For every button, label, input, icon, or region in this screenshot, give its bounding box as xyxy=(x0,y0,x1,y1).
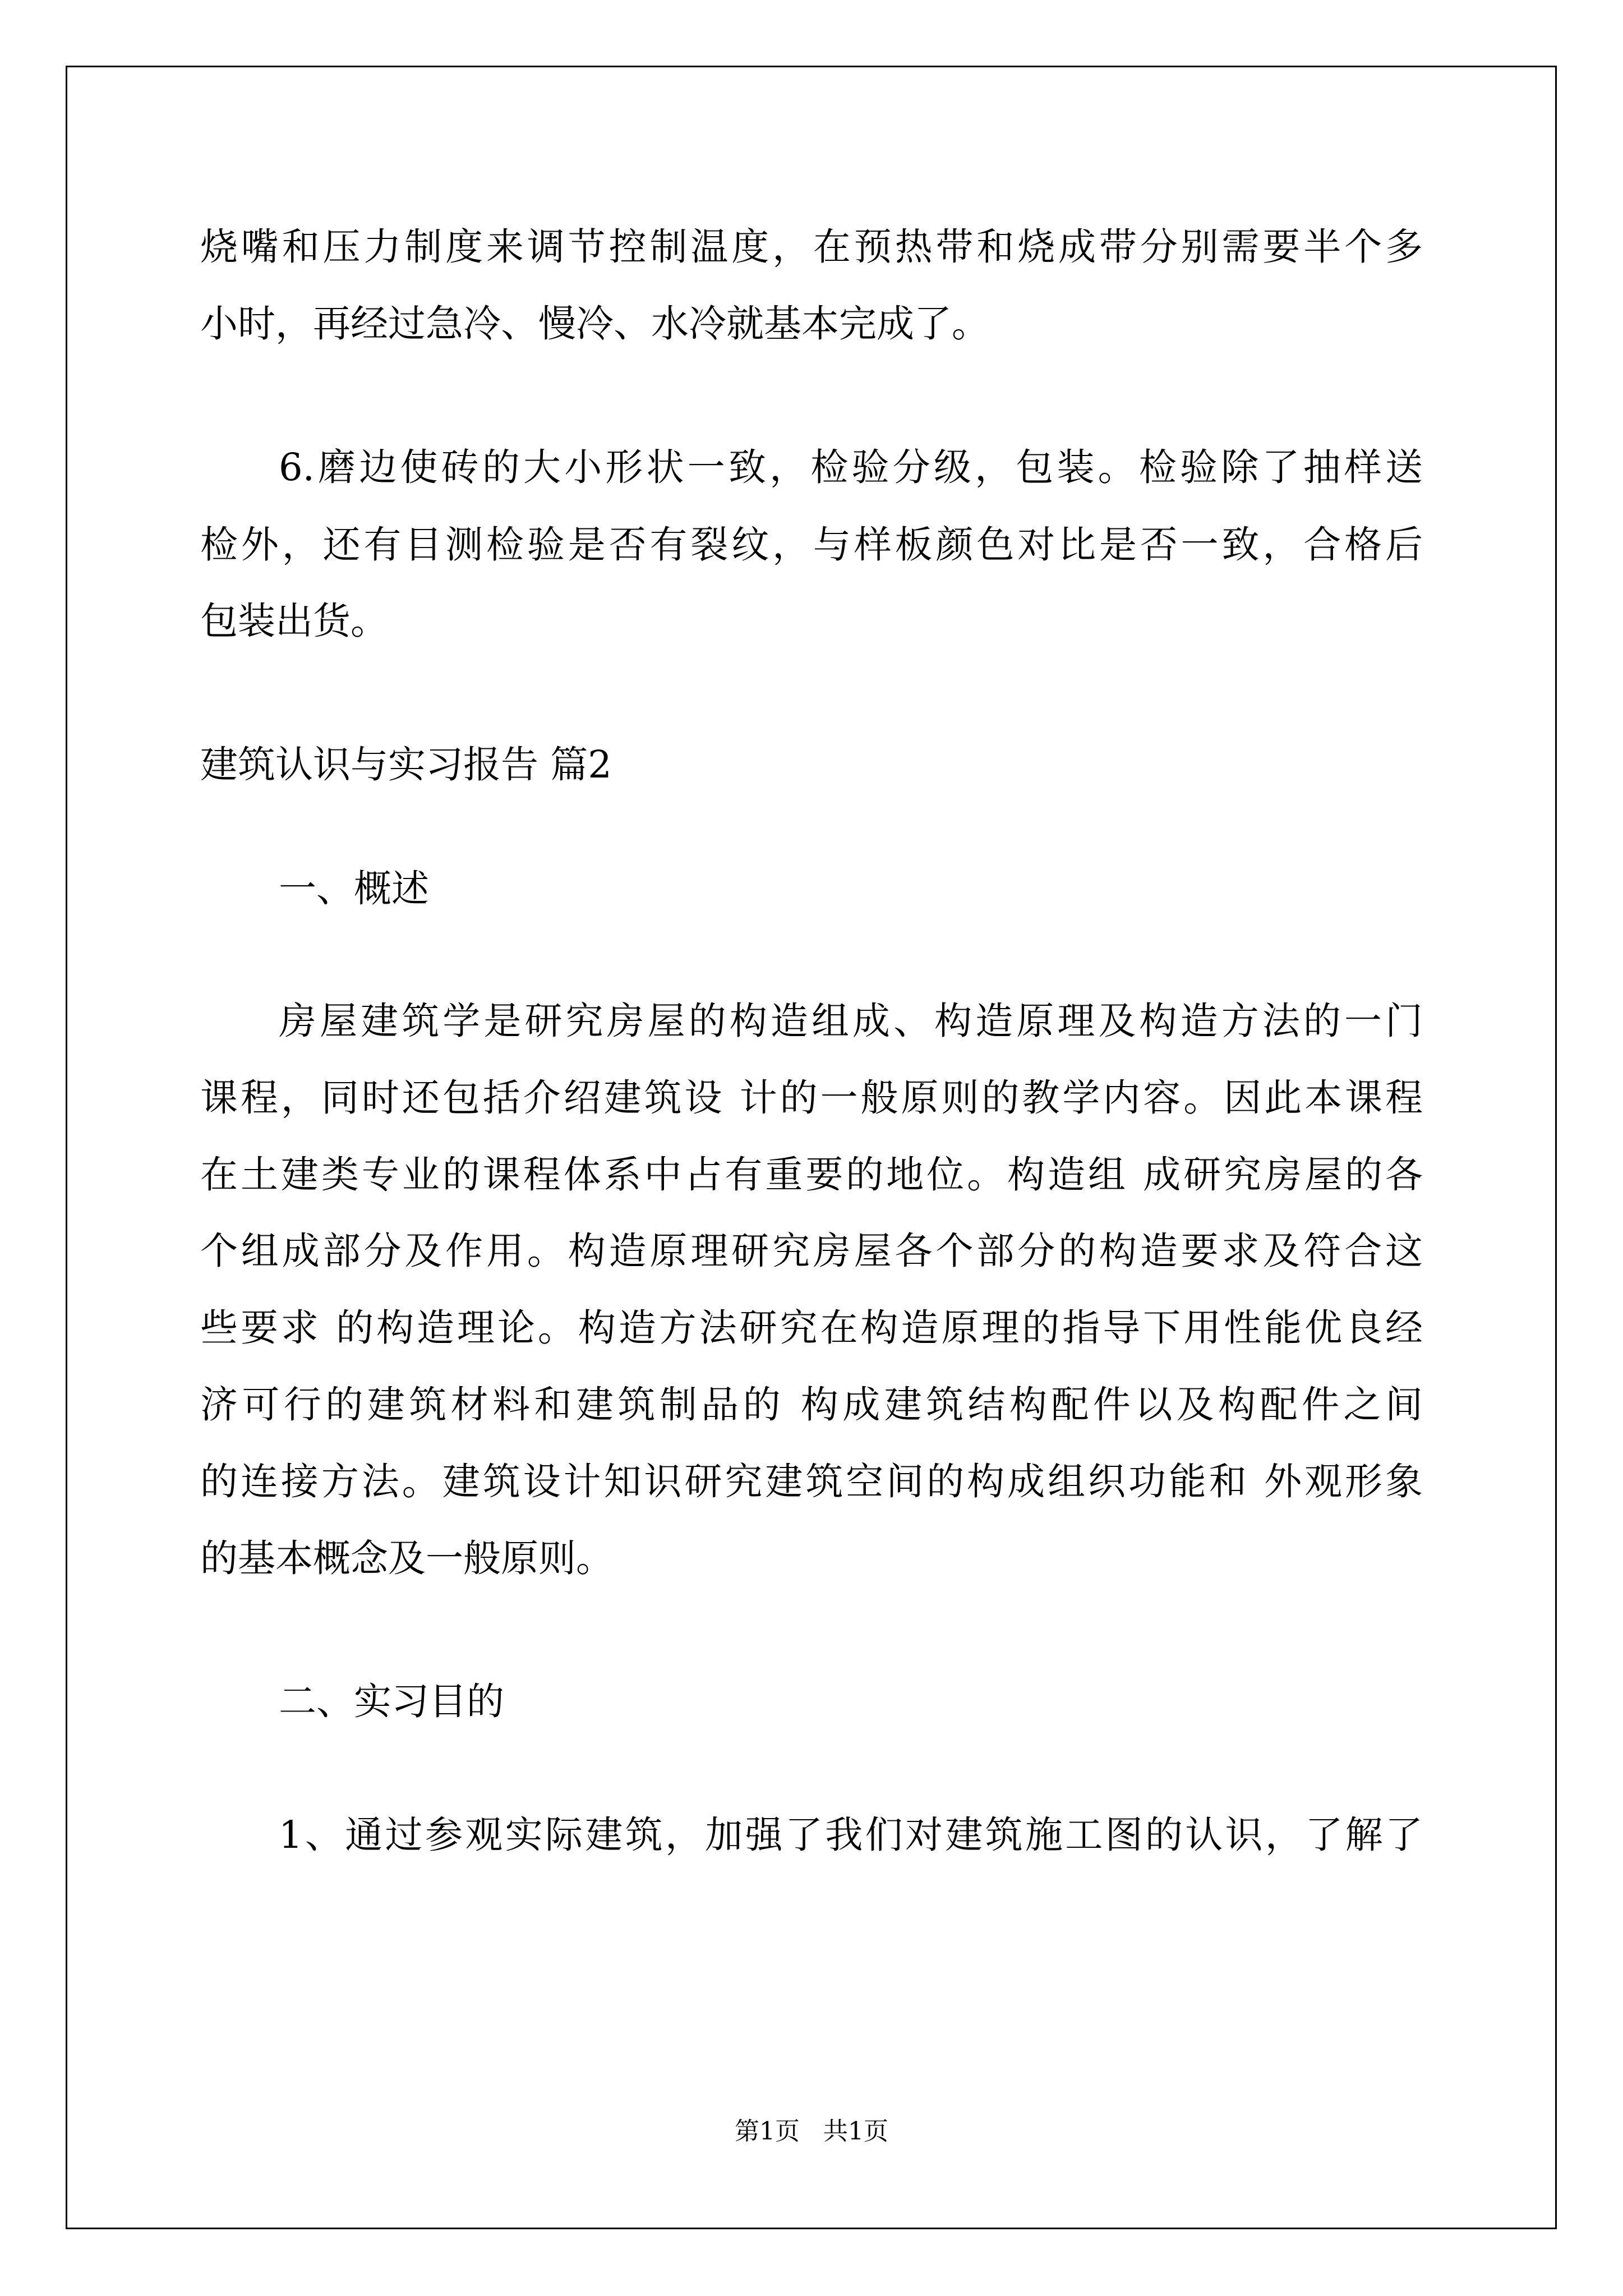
paragraph-line: 房屋建筑学是研究房屋的构造组成、构造原理及构造方法的一门 xyxy=(279,999,1423,1043)
section-heading: 建筑认识与实习报告 篇2 xyxy=(200,743,612,786)
paragraph-line: 课程，同时还包括介绍建筑设 计的一般原则的教学内容。因此本课程 xyxy=(200,1076,1423,1120)
paragraph-line: 烧嘴和压力制度来调节控制温度，在预热带和烧成带分别需要半个多 xyxy=(200,225,1423,269)
paragraph-line: 检外，还有目测检验是否有裂纹，与样板颜色对比是否一致，合格后 xyxy=(200,523,1423,567)
page-border xyxy=(66,66,1557,2229)
paragraph-line: 在土建类专业的课程体系中占有重要的地位。构造组 成研究房屋的各 xyxy=(200,1153,1423,1197)
subsection-heading: 一、概述 xyxy=(279,867,429,910)
subsection-heading: 二、实习目的 xyxy=(279,1680,504,1723)
paragraph-line: 济可行的建筑材料和建筑制品的 构成建筑结构配件以及构配件之间 xyxy=(200,1383,1423,1427)
paragraph-line: 小时，再经过急冷、慢冷、水冷就基本完成了。 xyxy=(200,302,989,346)
paragraph-line: 的连接方法。建筑设计知识研究建筑空间的构成组织功能和 外观形象 xyxy=(200,1460,1423,1503)
paragraph-line: 1、通过参观实际建筑，加强了我们对建筑施工图的认识，了解了 xyxy=(279,1813,1423,1857)
paragraph-line: 的基本概念及一般原则。 xyxy=(200,1536,614,1580)
paragraph-line: 6.磨边使砖的大小形状一致，检验分级，包装。检验除了抽样送 xyxy=(279,445,1423,489)
paragraph-line: 个组成部分及作用。构造原理研究房屋各个部分的构造要求及符合这 xyxy=(200,1229,1423,1273)
page-footer: 第1页 共1页 xyxy=(735,2117,888,2146)
paragraph-line: 包装出货。 xyxy=(200,599,388,643)
paragraph-line: 些要求 的构造理论。构造方法研究在构造原理的指导下用性能优良经 xyxy=(200,1306,1423,1350)
